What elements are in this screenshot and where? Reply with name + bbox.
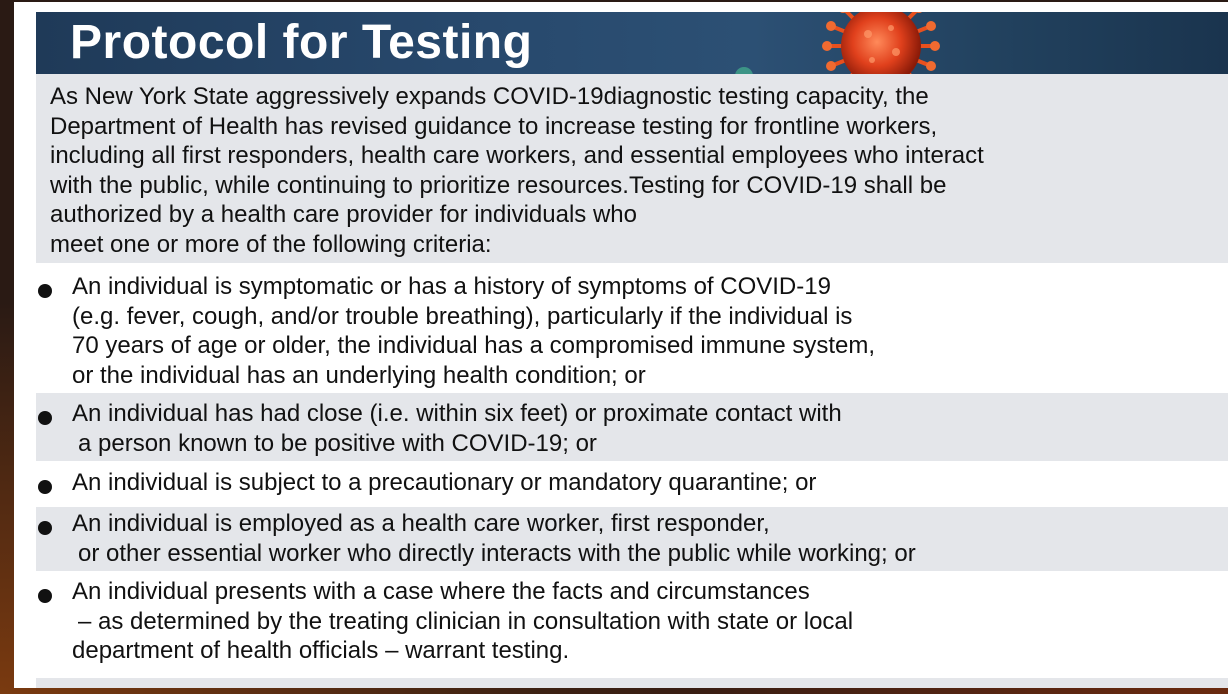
intro-line: Department of Health has revised guidance to increase testing for frontline workers, — [50, 112, 938, 140]
bullet-icon — [38, 480, 52, 494]
intro-text — [50, 82, 1220, 259]
virus-particle-icon — [724, 58, 764, 74]
criteria-line: An individual is symptomatic or has a history of symptoms of COVID-19 — [72, 273, 831, 300]
title-banner — [36, 12, 1228, 74]
intro-line: As New York State aggressively expands COVID-19diagnostic testing capacity, the — [50, 83, 929, 110]
bullet-icon — [38, 589, 52, 603]
criteria-line: An individual is subject to a precautionary or mandatory quarantine; or — [72, 469, 817, 496]
criteria-line: a person known to be positive with COVID-19; or — [78, 429, 597, 457]
criteria-line: – as determined by the treating clinician in consultation with state or local — [78, 607, 854, 635]
criteria-text — [72, 468, 816, 498]
criteria-line: An individual has had close (i.e. within six feet) or proximate contact with — [72, 400, 842, 427]
bottom-strip — [36, 678, 1228, 688]
criteria-line: or other essential worker who directly interacts with the public while working; or — [78, 539, 916, 567]
intro-paragraph — [36, 74, 1228, 263]
criteria-line: department of health officials – warrant testing. — [72, 637, 570, 664]
bullet-icon — [38, 521, 52, 535]
intro-line: with the public, while continuing to prioritize resources.Testing for COVID-19 shall be — [50, 171, 947, 199]
criteria-text — [72, 577, 853, 666]
criteria-line: or the individual has an underlying health condition; or — [72, 361, 646, 389]
criteria-text — [72, 272, 875, 390]
bullet-icon — [38, 411, 52, 425]
slide — [14, 2, 1228, 688]
criteria-line: (e.g. fever, cough, and/or trouble breathing), particularly if the individual is — [72, 302, 853, 330]
criteria-text — [72, 509, 916, 568]
criteria-text — [72, 399, 842, 458]
criteria-line: 70 years of age or older, the individual has a compromised immune system, — [72, 332, 876, 359]
intro-line: meet one or more of the following criteria: — [50, 230, 492, 258]
intro-line: including all first responders, health care workers, and essential employees who interact — [50, 142, 984, 169]
criteria-line: An individual is employed as a health care worker, first responder, — [72, 510, 770, 537]
coronavirus-icon — [796, 12, 966, 74]
criteria-line: An individual presents with a case where the facts and circumstances — [72, 578, 810, 605]
bullet-icon — [38, 284, 52, 298]
page-title: Protocol for Testing — [70, 16, 533, 69]
intro-line: authorized by a health care provider for individuals who — [50, 201, 638, 228]
